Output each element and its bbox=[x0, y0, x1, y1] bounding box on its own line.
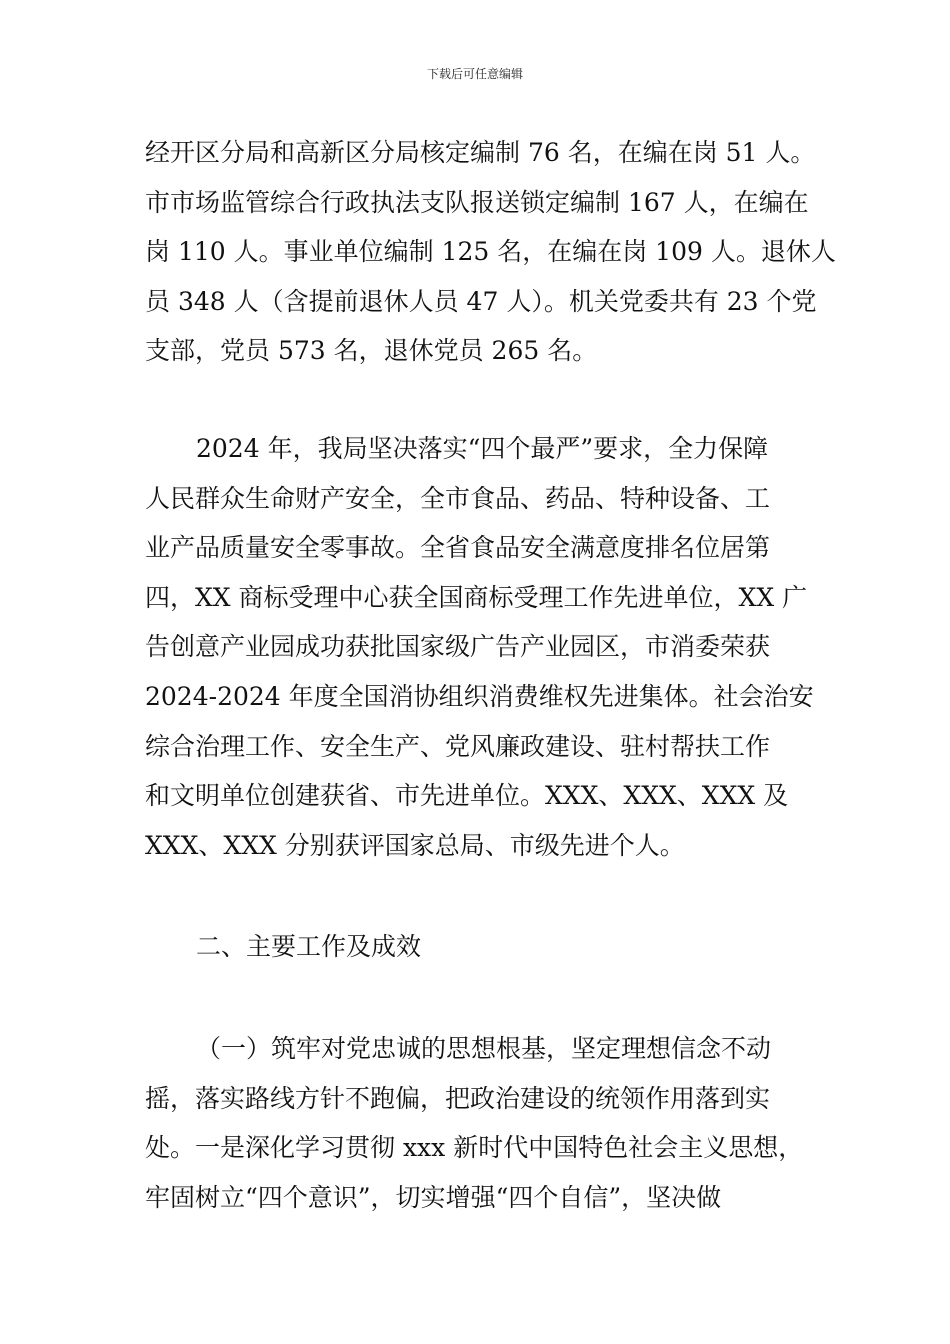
text-line: 和文明单位创建获省、市先进单位。XXX、XXX、XXX 及 bbox=[145, 781, 789, 811]
text-line: 支部，党员 573 名，退休党员 265 名。 bbox=[145, 336, 598, 366]
text-line: 2024 年，我局坚决落实“四个最严”要求，全力保障 bbox=[196, 434, 769, 463]
text-line: 综合治理工作、安全生产、党风廉政建设、驻村帮扶工作 bbox=[145, 731, 771, 761]
text-line: （一）筑牢对党忠诚的思想根基，坚定理想信念不动 bbox=[196, 1034, 772, 1063]
text-line: 员 348 人（含提前退休人员 47 人）。机关党委共有 23 个党 bbox=[145, 286, 817, 316]
text-line: 业产品质量安全零事故。全省食品安全满意度排名位居第 bbox=[145, 533, 771, 563]
section-heading bbox=[145, 922, 810, 972]
text-line: 2024-2024 年度全国消协组织消费维权先进集体。社会治安 bbox=[145, 681, 814, 711]
text-line: 四，XX 商标受理中心获全国商标受理工作先进单位，XX 广 bbox=[145, 582, 808, 612]
paragraph-achievements bbox=[145, 424, 814, 870]
text-line: 牢固树立“四个意识”，切实增强“四个自信”，坚决做 bbox=[145, 1182, 722, 1212]
text-line: 摇，落实路线方针不跑偏，把政治建设的统领作用落到实 bbox=[145, 1083, 771, 1113]
text-line: 经开区分局和高新区分局核定编制 76 名，在编在岗 51 人。 bbox=[145, 138, 816, 167]
text-line: 处。一是深化学习贯彻 xxx 新时代中国特色社会主义思想， bbox=[145, 1133, 804, 1163]
text-line: XXX、XXX 分别获评国家总局、市级先进个人。 bbox=[145, 830, 685, 860]
section-heading-text: 二、主要工作及成效 bbox=[196, 932, 422, 961]
text-line: 告创意产业园成功获批国家级广告产业园区，市消委荣获 bbox=[145, 632, 771, 662]
text-line: 人民群众生命财产安全，全市食品、药品、特种设备、工 bbox=[145, 483, 771, 513]
paragraph-political-building bbox=[145, 1024, 810, 1222]
paragraph-staffing bbox=[145, 128, 836, 376]
text-line: 岗 110 人。事业单位编制 125 名，在编在岗 109 人。退休人 bbox=[145, 237, 836, 267]
page-header: 下载后可任意编辑 bbox=[426, 67, 523, 81]
text-line: 市市场监管综合行政执法支队报送锁定编制 167 人，在编在 bbox=[145, 187, 809, 217]
